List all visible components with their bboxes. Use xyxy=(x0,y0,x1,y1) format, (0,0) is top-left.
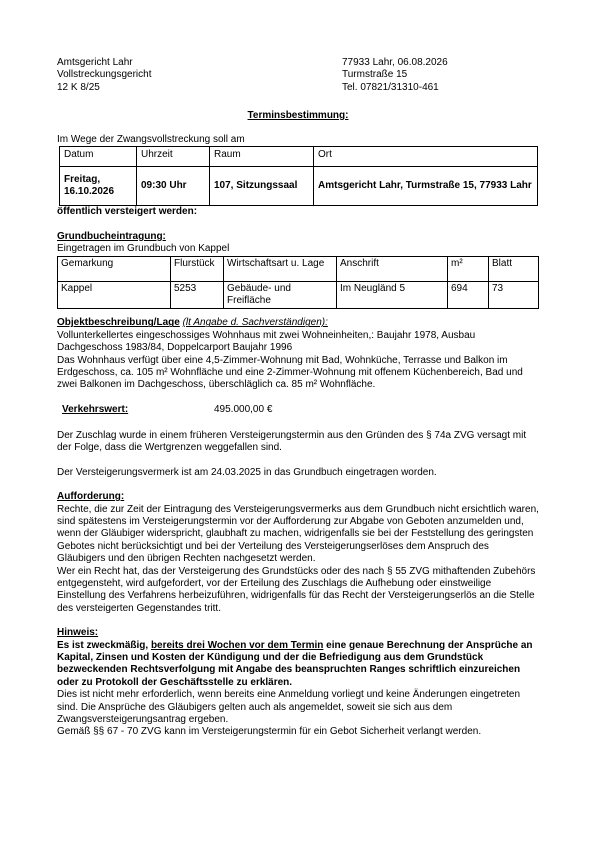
grundbuch-header-flaeche: m² xyxy=(448,256,489,281)
termin-header-datum: Datum xyxy=(60,147,137,167)
zuschlag-text: Der Zuschlag wurde in einem früheren Versteigerungstermin aus den Gründen des § 74a ZVG versagt mit der Folge, dass die Wertgrenzen weggefallen sind. xyxy=(57,429,527,454)
objekt-title: Objektbeschreibung/Lage xyxy=(57,317,180,329)
grundbuch-header-anschrift: Anschrift xyxy=(337,256,448,281)
grundbuch-blatt: 73 xyxy=(489,281,539,309)
document-title: Terminsbestimmung: xyxy=(247,110,349,121)
aufforderung-title: Aufforderung: xyxy=(57,491,125,503)
grundbuch-table xyxy=(57,256,539,310)
verkehrswert-value: 495.000,00 € xyxy=(214,403,273,415)
hinweis-bold-pre: Es ist zweckmäßig, xyxy=(57,639,151,651)
phone-number: Tel. 07821/31310-461 xyxy=(342,81,439,93)
contact-block xyxy=(342,57,448,94)
hinweis-section xyxy=(57,627,539,739)
hinweis-bold-post: eine genaue Berechnung der Ansprüche an Kapital, Zinsen und Kosten der Kündigung und der die Befriedigung aus dem Grundstück bezweckenden Rechtsverfolgung mit Angabe des beanspruchten Ranges schriftlich einzureichen oder zu Protokoll der Geschäftsstelle zu erklären. xyxy=(57,639,533,688)
hinweis-paragraph-2: Dies ist nicht mehr erforderlich, wenn bereits eine Anmeldung vorliegt und keine Änderungen eingetreten sind. Die Ansprüche des Gläubigers gelten auch als angemeldet, soweit sie sich aus dem Zwangsversteigerungsantrag ergeben. xyxy=(57,689,521,725)
aufforderung-paragraph-1: Rechte, die zur Zeit der Eintragung des Versteigerungsvermerks aus dem Grundbuch nicht ersichtlich waren, sind spätestens im Versteigerungstermin vor der Aufforderung zur Abgabe von Geboten anzumelden und, wenn der Gläubiger widerspricht, glaubhaft zu machen, widrigenfalls sie bei der Feststellung des geringsten Gebotes nicht berücksichtigt und bei der Verteilung des Versteigerungserlöses dem Anspruch des Gläubigers und den übrigen Rechten nachgesetzt werden. xyxy=(57,503,539,565)
termin-header-uhrzeit: Uhrzeit xyxy=(137,147,210,167)
objekt-paragraph-2: Das Wohnhaus verfügt über eine 4,5-Zimmer-Wohnung mit Bad, Wohnküche, Terrasse und Balkon im Erdgeschoss, ca. 105 m² Wohnfläche und eine 2-Zimmer-Wohnung mit offenem Küchenbereich, Bad und zwei Balkonen im Dachgeschoss, überschläglich ca. 85 m² Wohnfläche. xyxy=(57,354,523,391)
objekt-title-note: (lt Angabe d. Sachverständigen): xyxy=(182,317,328,329)
versteigert-text: öffentlich versteigert werden: xyxy=(57,206,198,218)
termin-datum: Freitag, 16.10.2026 xyxy=(60,167,137,206)
case-number: 12 K 8/25 xyxy=(57,81,100,93)
termin-header-ort: Ort xyxy=(314,147,538,167)
letter-header xyxy=(57,57,539,97)
termin-raum: 107, Sitzungssaal xyxy=(210,167,314,206)
hinweis-deadline: bereits drei Wochen vor dem Termin xyxy=(150,639,324,651)
grundbuch-flaeche: 694 xyxy=(448,281,489,309)
court-name: Amtsgericht Lahr xyxy=(57,57,133,68)
street-address: Turmstraße 15 xyxy=(342,69,408,81)
objekt-section xyxy=(57,317,539,391)
termin-uhrzeit: 09:30 Uhr xyxy=(137,167,210,206)
court-address-block xyxy=(57,57,152,94)
grundbuch-wirtschaftsart: Gebäude- und Freifläche xyxy=(224,281,337,309)
aufforderung-section xyxy=(57,491,539,615)
objekt-paragraph-1: Vollunterkellertes eingeschossiges Wohnhaus mit zwei Wohneinheiten,: Baujahr 1978, Ausbau Dachgeschoss 1983/84, Doppelcarport Baujahr 1996 xyxy=(57,329,476,354)
grundbuch-flurstueck: 5253 xyxy=(171,281,224,309)
vermerk-text: Der Versteigerungsvermerk ist am 24.03.2025 in das Grundbuch eingetragen worden. xyxy=(57,466,437,478)
grundbuch-header-gemarkung: Gemarkung xyxy=(58,256,171,281)
termin-table-header-row xyxy=(60,147,538,167)
grundbuch-section xyxy=(57,231,539,310)
court-department: Vollstreckungsgericht xyxy=(57,69,152,81)
grundbuch-header-wirtschaftsart: Wirtschaftsart u. Lage xyxy=(224,256,337,281)
grundbuch-header-blatt: Blatt xyxy=(489,256,539,281)
grundbuch-table-row xyxy=(58,281,539,309)
grundbuch-header-flurstueck: Flurstück xyxy=(171,256,224,281)
hinweis-title: Hinweis: xyxy=(57,627,99,639)
grundbuch-title: Grundbucheintragung: xyxy=(57,230,166,242)
verkehrswert-line xyxy=(57,404,539,418)
document-page xyxy=(57,57,539,739)
grundbuch-gemarkung: Kappel xyxy=(58,281,171,309)
hinweis-paragraph-3: Gemäß §§ 67 - 70 ZVG kann im Versteigerungstermin für ein Gebot Sicherheit verlangt werden. xyxy=(57,726,482,738)
termin-header-raum: Raum xyxy=(210,147,314,167)
grundbuch-table-header-row xyxy=(58,256,539,281)
grundbuch-subtitle: Eingetragen im Grundbuch von Kappel xyxy=(57,243,230,255)
intro-text: Im Wege der Zwangsvollstreckung soll am xyxy=(57,134,245,145)
hinweis-paragraph-1 xyxy=(57,640,539,690)
place-date: 77933 Lahr, 06.08.2026 xyxy=(342,57,448,68)
grundbuch-anschrift: Im Neugländ 5 xyxy=(337,281,448,309)
termin-table xyxy=(59,146,538,206)
verkehrswert-label: Verkehrswert: xyxy=(62,403,129,415)
aufforderung-paragraph-2: Wer ein Recht hat, das der Versteigerung des Grundstücks oder des nach § 55 ZVG mithaftenden Zubehörs entgegensteht, wird aufgefordert, vor der Erteilung des Zuschlags die Aufhebung oder einstweilige Einstellung des Verfahrens herbeizuführen, widrigenfalls für das Recht der Versteigerungserlös an die Stelle des versteigerten Gegenstandes tritt. xyxy=(57,565,536,614)
termin-ort: Amtsgericht Lahr, Turmstraße 15, 77933 Lahr xyxy=(314,167,538,206)
termin-table-row xyxy=(60,167,538,206)
objekt-heading xyxy=(57,317,539,329)
